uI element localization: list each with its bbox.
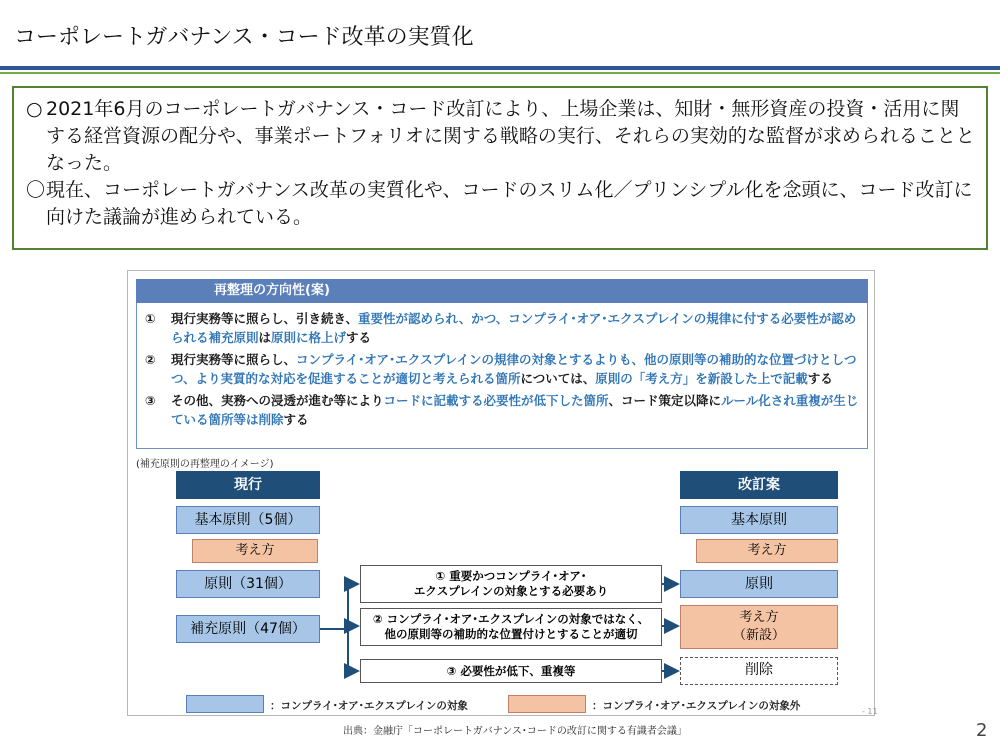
current-kangaekata: 考え方 [192,539,318,563]
point3-text-d: ルール化され重複が生じている箇所等は削除 [171,393,859,427]
point2-text-b: コンプライ･オア･エクスプレインの規律の対象とするよりも、他の原則等の補助的な位置づけとしつつ、より実質的な対応を促進することが適切と考えられる箇所 [171,352,857,386]
figure-page-number: - 11 [862,707,878,716]
page-number: 2 [976,720,988,741]
revised-kangaekata: 考え方 [696,539,838,563]
summary-box [12,86,988,250]
reorganization-figure [127,270,875,716]
legend-out-of-scope: ：コンプライ･オア･エクスプレインの対象外 [592,700,801,712]
revised-new-line-2: （新設） [732,628,785,643]
current-principles: 原則（31個） [176,570,320,598]
path-3-box: ③ 必要性が低下、重複等 [360,659,662,683]
legend-swatch-in-scope [186,695,264,713]
title-rule-blue [0,66,1000,70]
circle-bullet: 〇 [26,179,46,201]
source-citation: 出典：金融庁「コーポレートガバナンス･コードの改訂に関する有識者会議」 [343,726,687,737]
point2-text-e: する [807,371,833,386]
current-supplementary-principles: 補充原則（47個） [176,615,320,643]
legend-in-scope: ：コンプライ･オア･エクスプレインの対象 [270,700,468,712]
summary-text-1: 2021年6月のコーポレートガバナンス・コード改訂により、上場企業は、知財・無形資産の投資・活用に関する経営資源の配分や、事業ポートフォリオに関する戦略の実行、それらの実効的な監督が求められることとなった。 [46,98,975,174]
revised-principles: 原則 [680,570,838,598]
point1-text-a: 現行実務等に照らし、引き続き、 [171,311,359,326]
point1-text-e: する [346,330,372,345]
point1-text-d: 原則に格上げ [271,330,347,345]
revised-new-kangaekata [680,605,838,649]
summary-text-2: 現在、コーポレートガバナンス改革の実質化や、コードのスリム化／プリンシプル化を念頭に、コード改訂に向けた議論が進められている。 [46,179,973,228]
current-basic-principles: 基本原則（5個） [176,506,320,534]
point2-text-c: については、 [520,371,596,386]
page-title: コーポレートガバナンス・コード改革の実質化 [14,25,474,50]
point1-text-b: 重要性が認められ、かつ、コンプライ･オア･エクスプレインの規律に付する必要性が認められる補充原則 [171,311,857,345]
summary-point-1 [26,96,976,177]
point-number: ② [145,352,156,367]
title-rule-green [0,72,1000,74]
point1-text-c: は [258,330,272,345]
point2-text-d: 原則の「考え方」を新設した上で記載 [595,371,808,386]
point2-text-a: 現行実務等に照らし、 [171,352,297,367]
point3-text-b: コードに記載する必要性が低下した箇所 [383,393,609,408]
point3-text-e: する [283,412,309,427]
point-number: ① [145,311,156,326]
path-1-line-2: エクスプレインの対象とする必要あり [413,584,609,598]
summary-point-2 [26,177,976,231]
point3-text-a: その他、実務への浸透が進む等により [171,393,384,408]
revised-delete: 削除 [680,657,838,685]
revised-header: 改訂案 [680,471,838,499]
path-2-line-1: ② コンプライ･オア･エクスプレインの対象ではなく、 [372,612,650,626]
figure-caption: (補充原則の再整理のイメージ) [136,459,274,470]
path-1-line-1: ① 重要かつコンプライ･オア･ [435,569,587,583]
circle-bullet: ○ [26,98,43,120]
legend-swatch-out-of-scope [508,695,586,713]
path-2-box [360,608,662,646]
point-number: ③ [145,393,156,408]
path-2-line-2: 他の原則等の補助的な位置付けとすることが適切 [384,627,638,641]
revised-basic-principles: 基本原則 [680,506,838,534]
path-1-box [360,565,662,603]
figure-heading: 再整理の方向性(案) [136,279,868,303]
point3-text-c: 、コード策定以降に [608,393,722,408]
revised-new-line-1: 考え方 [739,610,779,625]
current-header: 現行 [176,471,320,499]
